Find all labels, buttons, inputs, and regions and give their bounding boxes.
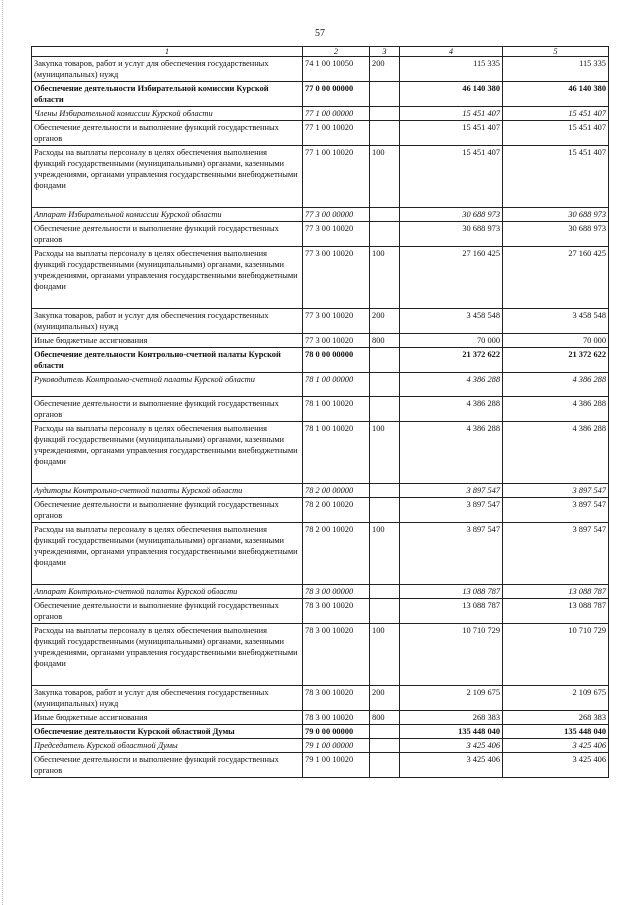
- row-name-cell: Председатель Курской областной Думы: [32, 739, 303, 753]
- row-name-cell: Закупка товаров, работ и услуг для обеспечения государственных (муниципальных) нужд: [32, 57, 303, 82]
- expense-type-cell: 200: [370, 686, 400, 711]
- amount-col5-cell: 3 425 406: [503, 739, 609, 753]
- row-name-cell: Аппарат Контрольно-счетной палаты Курской области: [32, 585, 303, 599]
- row-name-cell: Расходы на выплаты персоналу в целях обеспечения выполнения функций государственными (муниципальными) органами, казенными учреждениями, органами управления государственными внебюджетными фондами: [32, 624, 303, 686]
- amount-col5-cell: 4 386 288: [503, 422, 609, 484]
- table-row: [32, 309, 609, 334]
- row-name-cell: Расходы на выплаты персоналу в целях обеспечения выполнения функций государственными (муниципальными) органами, казенными учреждениями, органами управления государственными внебюджетными фондами: [32, 422, 303, 484]
- table-row: [32, 422, 609, 484]
- code-cell: 78 2 00 10020: [303, 498, 370, 523]
- amount-col4-cell: 13 088 787: [400, 599, 503, 624]
- amount-col4-cell: 4 386 288: [400, 397, 503, 422]
- expense-type-cell: [370, 348, 400, 373]
- expense-type-cell: 800: [370, 711, 400, 725]
- column-number: 1: [32, 47, 303, 57]
- row-name-cell: Обеспечение деятельности и выполнение функций государственных органов: [32, 753, 303, 778]
- expense-type-cell: 100: [370, 624, 400, 686]
- row-name-cell: Члены Избирательной комиссии Курской области: [32, 107, 303, 121]
- expense-type-cell: 100: [370, 146, 400, 208]
- row-name-cell: Обеспечение деятельности и выполнение функций государственных органов: [32, 599, 303, 624]
- column-number: 2: [303, 47, 370, 57]
- column-number: 4: [400, 47, 503, 57]
- code-cell: 77 1 00 00000: [303, 107, 370, 121]
- amount-col5-cell: 115 335: [503, 57, 609, 82]
- amount-col4-cell: 30 688 973: [400, 208, 503, 222]
- code-cell: 78 3 00 10020: [303, 686, 370, 711]
- expense-type-cell: 100: [370, 523, 400, 585]
- code-cell: 78 3 00 10020: [303, 711, 370, 725]
- expense-type-cell: [370, 599, 400, 624]
- amount-col4-cell: 3 425 406: [400, 753, 503, 778]
- amount-col4-cell: 115 335: [400, 57, 503, 82]
- table-row: [32, 624, 609, 686]
- row-name-cell: Аппарат Избирательной комиссии Курской области: [32, 208, 303, 222]
- amount-col5-cell: 70 000: [503, 334, 609, 348]
- expense-type-cell: [370, 725, 400, 739]
- amount-col5-cell: 27 160 425: [503, 247, 609, 309]
- expense-type-cell: [370, 397, 400, 422]
- amount-col5-cell: 13 088 787: [503, 599, 609, 624]
- code-cell: 79 0 00 00000: [303, 725, 370, 739]
- table-row: [32, 725, 609, 739]
- code-cell: 78 2 00 00000: [303, 484, 370, 498]
- amount-col5-cell: 3 897 547: [503, 498, 609, 523]
- row-name-cell: Обеспечение деятельности Курской областной Думы: [32, 725, 303, 739]
- amount-col5-cell: 21 372 622: [503, 348, 609, 373]
- expense-type-cell: [370, 107, 400, 121]
- amount-col5-cell: 30 688 973: [503, 222, 609, 247]
- expense-type-cell: 200: [370, 57, 400, 82]
- row-name-cell: Обеспечение деятельности Избирательной комиссии Курской области: [32, 82, 303, 107]
- amount-col4-cell: 3 897 547: [400, 498, 503, 523]
- code-cell: 77 3 00 10020: [303, 222, 370, 247]
- amount-col4-cell: 3 425 406: [400, 739, 503, 753]
- amount-col5-cell: 10 710 729: [503, 624, 609, 686]
- amount-col5-cell: 15 451 407: [503, 121, 609, 146]
- table-row: [32, 397, 609, 422]
- code-cell: 78 0 00 00000: [303, 348, 370, 373]
- table-row: [32, 523, 609, 585]
- row-name-cell: Закупка товаров, работ и услуг для обеспечения государственных (муниципальных) нужд: [32, 309, 303, 334]
- code-cell: 79 1 00 10020: [303, 753, 370, 778]
- amount-col5-cell: 15 451 407: [503, 107, 609, 121]
- amount-col4-cell: 4 386 288: [400, 422, 503, 484]
- amount-col4-cell: 3 897 547: [400, 484, 503, 498]
- table-row: [32, 107, 609, 121]
- page-number: 57: [315, 28, 325, 39]
- amount-col4-cell: 4 386 288: [400, 373, 503, 397]
- amount-col4-cell: 15 451 407: [400, 107, 503, 121]
- amount-col4-cell: 10 710 729: [400, 624, 503, 686]
- code-cell: 77 1 00 10020: [303, 146, 370, 208]
- row-name-cell: Аудиторы Контрольно-счетной палаты Курской области: [32, 484, 303, 498]
- budget-table: [31, 46, 609, 778]
- amount-col5-cell: 3 897 547: [503, 523, 609, 585]
- table-row: [32, 739, 609, 753]
- code-cell: 78 3 00 10020: [303, 599, 370, 624]
- amount-col5-cell: 30 688 973: [503, 208, 609, 222]
- amount-col4-cell: 135 448 040: [400, 725, 503, 739]
- amount-col5-cell: 46 140 380: [503, 82, 609, 107]
- code-cell: 79 1 00 00000: [303, 739, 370, 753]
- amount-col4-cell: 13 088 787: [400, 585, 503, 599]
- code-cell: 78 1 00 10020: [303, 397, 370, 422]
- amount-col5-cell: 2 109 675: [503, 686, 609, 711]
- code-cell: 77 1 00 10020: [303, 121, 370, 146]
- row-name-cell: Обеспечение деятельности и выполнение функций государственных органов: [32, 397, 303, 422]
- page-edge-rule: [2, 0, 3, 905]
- code-cell: 78 3 00 10020: [303, 624, 370, 686]
- code-cell: 77 3 00 10020: [303, 334, 370, 348]
- table-row: [32, 222, 609, 247]
- table-row: [32, 121, 609, 146]
- table-row: [32, 498, 609, 523]
- column-number: 3: [370, 47, 400, 57]
- amount-col4-cell: 3 897 547: [400, 523, 503, 585]
- amount-col5-cell: 4 386 288: [503, 397, 609, 422]
- expense-type-cell: [370, 585, 400, 599]
- row-name-cell: Расходы на выплаты персоналу в целях обеспечения выполнения функций государственными (муниципальными) органами, казенными учреждениями, органами управления государственными внебюджетными фондами: [32, 523, 303, 585]
- amount-col5-cell: 13 088 787: [503, 585, 609, 599]
- expense-type-cell: [370, 373, 400, 397]
- budget-table-body: [32, 47, 609, 778]
- amount-col5-cell: 4 386 288: [503, 373, 609, 397]
- table-row: [32, 82, 609, 107]
- table-row: [32, 348, 609, 373]
- amount-col4-cell: 46 140 380: [400, 82, 503, 107]
- table-row: [32, 753, 609, 778]
- expense-type-cell: 800: [370, 334, 400, 348]
- code-cell: 77 3 00 00000: [303, 208, 370, 222]
- row-name-cell: Руководитель Контрольно-счетной палаты Курской области: [32, 373, 303, 397]
- table-row: [32, 57, 609, 82]
- table-row: [32, 247, 609, 309]
- table-row: [32, 146, 609, 208]
- amount-col4-cell: 15 451 407: [400, 121, 503, 146]
- row-name-cell: Обеспечение деятельности и выполнение функций государственных органов: [32, 222, 303, 247]
- amount-col4-cell: 27 160 425: [400, 247, 503, 309]
- table-row: [32, 334, 609, 348]
- expense-type-cell: [370, 82, 400, 107]
- expense-type-cell: 100: [370, 247, 400, 309]
- amount-col4-cell: 30 688 973: [400, 222, 503, 247]
- amount-col4-cell: 3 458 548: [400, 309, 503, 334]
- amount-col4-cell: 21 372 622: [400, 348, 503, 373]
- row-name-cell: Обеспечение деятельности Контрольно-счетной палаты Курской области: [32, 348, 303, 373]
- amount-col5-cell: 268 383: [503, 711, 609, 725]
- code-cell: 78 2 00 10020: [303, 523, 370, 585]
- table-row: [32, 585, 609, 599]
- table-row: [32, 711, 609, 725]
- amount-col4-cell: 2 109 675: [400, 686, 503, 711]
- amount-col5-cell: 3 425 406: [503, 753, 609, 778]
- expense-type-cell: [370, 739, 400, 753]
- amount-col5-cell: 135 448 040: [503, 725, 609, 739]
- row-name-cell: Обеспечение деятельности и выполнение функций государственных органов: [32, 121, 303, 146]
- code-cell: 77 3 00 10020: [303, 309, 370, 334]
- row-name-cell: Расходы на выплаты персоналу в целях обеспечения выполнения функций государственными (муниципальными) органами, казенными учреждениями, органами управления государственными внебюджетными фондами: [32, 146, 303, 208]
- row-name-cell: Обеспечение деятельности и выполнение функций государственных органов: [32, 498, 303, 523]
- code-cell: 78 1 00 10020: [303, 422, 370, 484]
- code-cell: 77 3 00 10020: [303, 247, 370, 309]
- expense-type-cell: [370, 484, 400, 498]
- row-name-cell: Иные бюджетные ассигнования: [32, 334, 303, 348]
- table-row: [32, 686, 609, 711]
- amount-col5-cell: 3 897 547: [503, 484, 609, 498]
- expense-type-cell: [370, 753, 400, 778]
- amount-col5-cell: 3 458 548: [503, 309, 609, 334]
- amount-col4-cell: 70 000: [400, 334, 503, 348]
- row-name-cell: Расходы на выплаты персоналу в целях обеспечения выполнения функций государственными (муниципальными) органами, казенными учреждениями, органами управления государственными внебюджетными фондами: [32, 247, 303, 309]
- table-row: [32, 484, 609, 498]
- column-number: 5: [503, 47, 609, 57]
- table-row: [32, 373, 609, 397]
- code-cell: 78 3 00 00000: [303, 585, 370, 599]
- code-cell: 74 1 00 10050: [303, 57, 370, 82]
- code-cell: 78 1 00 00000: [303, 373, 370, 397]
- row-name-cell: Закупка товаров, работ и услуг для обеспечения государственных (муниципальных) нужд: [32, 686, 303, 711]
- expense-type-cell: [370, 121, 400, 146]
- expense-type-cell: [370, 222, 400, 247]
- expense-type-cell: [370, 498, 400, 523]
- code-cell: 77 0 00 00000: [303, 82, 370, 107]
- expense-type-cell: [370, 208, 400, 222]
- table-header-row: [32, 47, 609, 57]
- amount-col5-cell: 15 451 407: [503, 146, 609, 208]
- expense-type-cell: 100: [370, 422, 400, 484]
- table-row: [32, 208, 609, 222]
- amount-col4-cell: 268 383: [400, 711, 503, 725]
- amount-col4-cell: 15 451 407: [400, 146, 503, 208]
- row-name-cell: Иные бюджетные ассигнования: [32, 711, 303, 725]
- table-row: [32, 599, 609, 624]
- expense-type-cell: 200: [370, 309, 400, 334]
